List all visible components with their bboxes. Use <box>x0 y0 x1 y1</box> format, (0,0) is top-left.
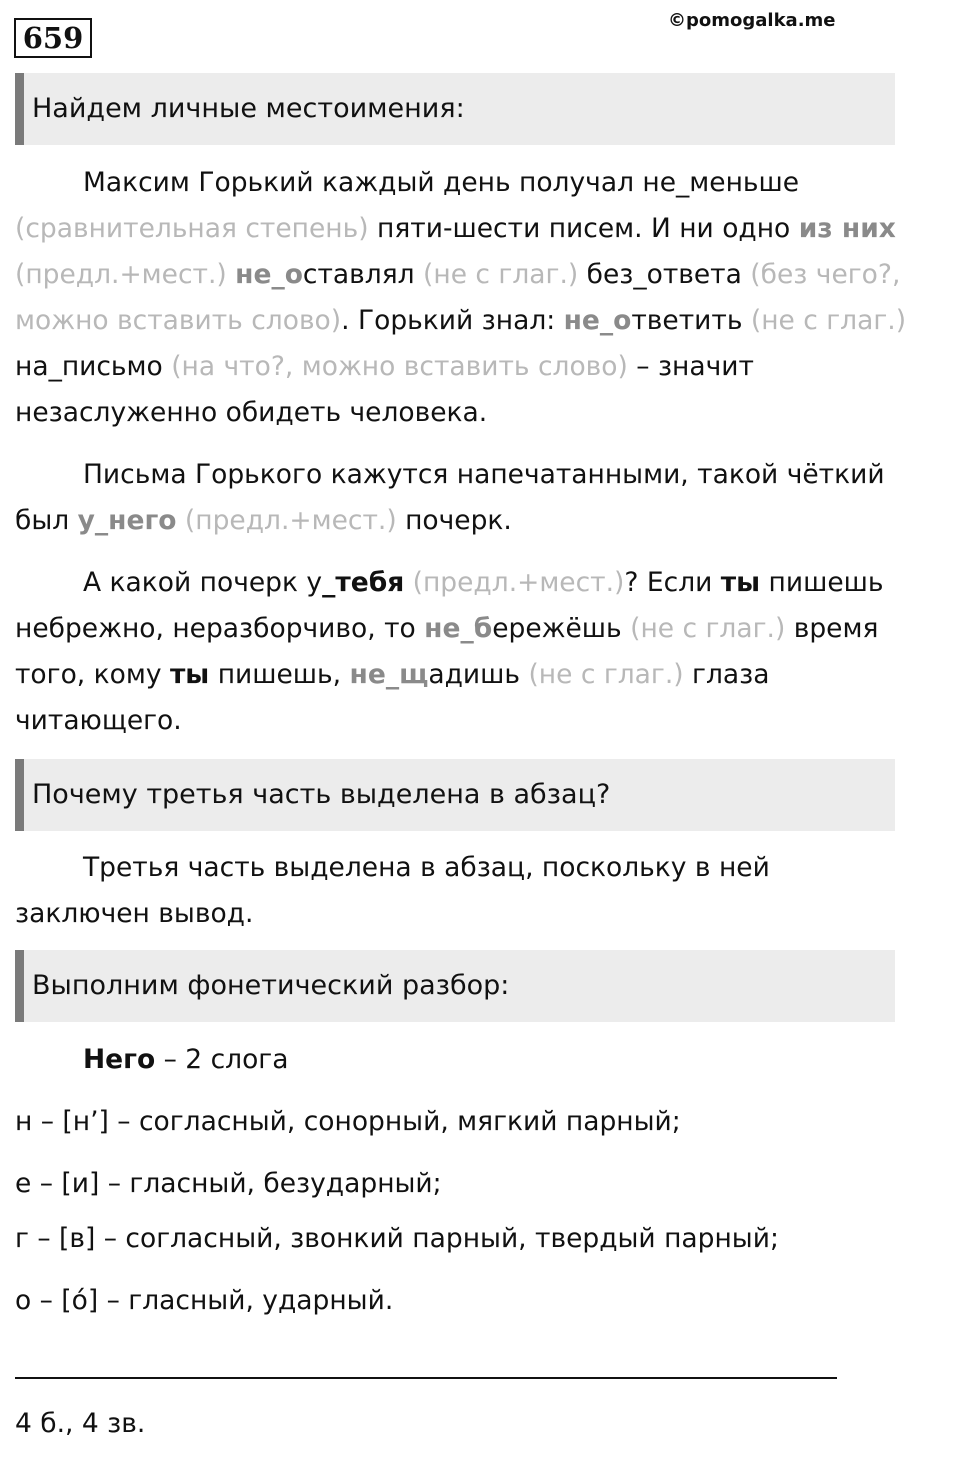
section-header-pronouns: Найдем личные местоимения: <box>15 73 895 145</box>
section-header-paragraph: Почему третья часть выделена в абзац? <box>15 759 895 831</box>
footer-summary: 4 б., 4 зв. <box>15 1408 146 1439</box>
exercise-number: 659 <box>14 18 92 58</box>
phonetic-line: о – [ó] – гласный, ударный. <box>15 1285 394 1316</box>
paragraph-4: Третья часть выделена в абзац, поскольку в ней заключен вывод. <box>15 852 770 929</box>
section-header-phonetic: Выполним фонетический разбор: <box>15 950 895 1022</box>
phonetic-line: г – [в] – согласный, звонкий парный, твердый парный; <box>15 1223 779 1254</box>
phonetic-line: е – [и] – гласный, безударный; <box>15 1168 442 1199</box>
phonetic-word: Него – 2 слога <box>83 1044 289 1075</box>
watermark: ©pomogalka.me <box>668 10 836 31</box>
divider <box>15 1377 837 1379</box>
paragraph-2: Письма Горького кажутся напечатанными, такой чёткий был у_него (предл.+мест.) почерк. <box>15 459 885 536</box>
phonetic-line: н – [н’] – согласный, сонорный, мягкий парный; <box>15 1106 681 1137</box>
paragraph-3: А какой почерк у_тебя (предл.+мест.)? Если ты пишешь небрежно, неразборчиво, то не_бережёшь (не с глаг.) время того, кому ты пишешь, не_щадишь (не с глаг.) глаза читающего. <box>15 567 884 736</box>
paragraph-1: Максим Горький каждый день получал не_меньше (сравнительная степень) пяти-шести писем. И ни одно из них (предл.+мест.) не_оставлял (не с глаг.) без_ответа (без чего?, можно вставить слово). Горький знал: не_ответить (не с глаг.) на_письмо (на что?, можно вставить слово) – значит незаслуженно обидеть человека. <box>15 167 907 428</box>
